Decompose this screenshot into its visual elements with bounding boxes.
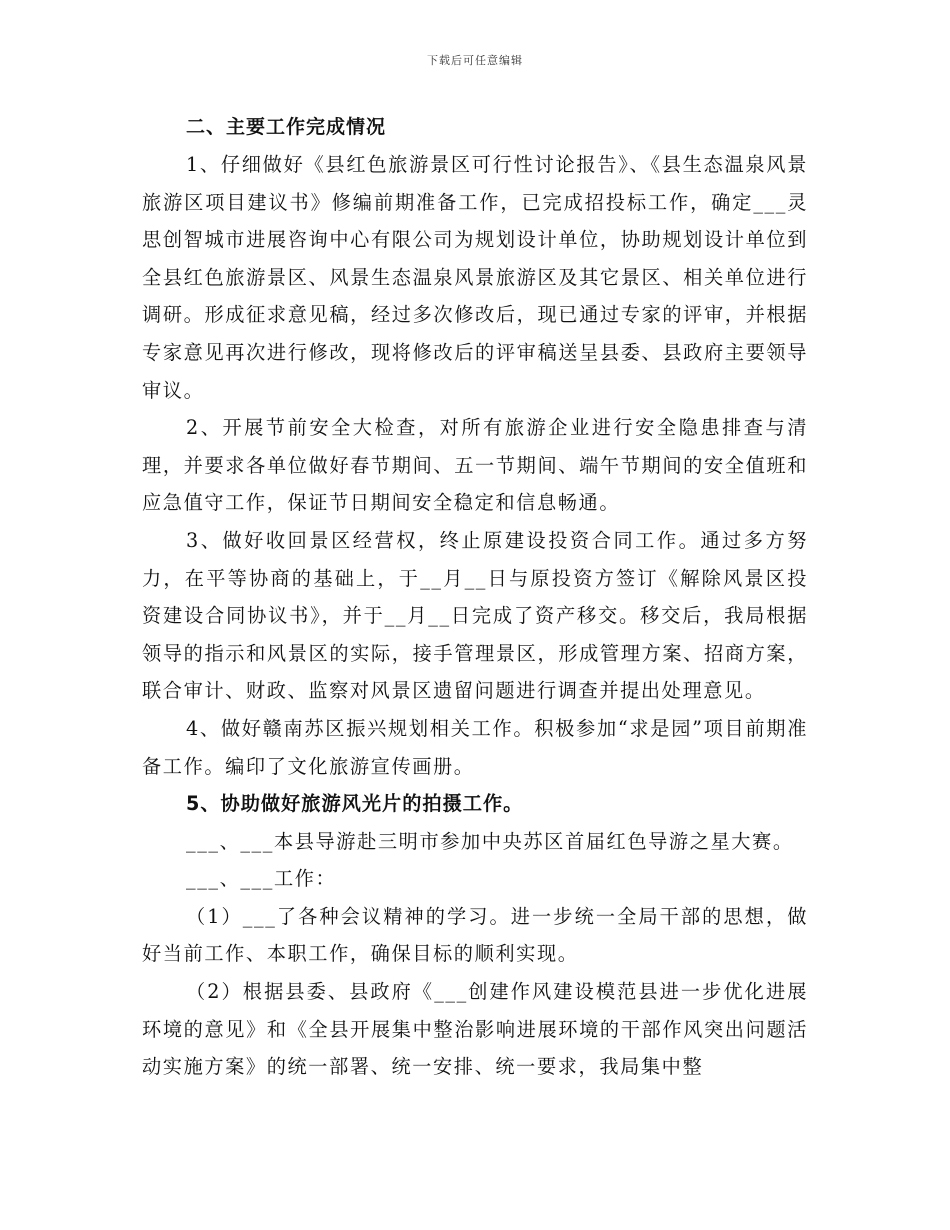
paragraph-3: 3、做好收回景区经营权，终止原建设投资合同工作。通过多方努力，在平等协商的基础上，于__月__日与原投资方签订《解除风景区投资建设合同协议书》，并于__月__日完成了资产移交。移交后，我局根据领导的指示和风景区的实际，接手管理景区，形成管理方案、招商方案，联合审计、财政、监察对风景区遗留问题进行调查并提出处理意见。 (142, 528, 808, 703)
paragraph-5-bold: 5、协助做好旅游风光片的拍摄工作。 (186, 792, 524, 816)
paragraph-6: ___、___本县导游赴三明市参加中央苏区首届红色导游之星大赛。 (186, 829, 794, 853)
paragraph-7: ___、___工作： (186, 867, 337, 891)
paragraph-1: 1、仔细做好《县红色旅游景区可行性讨论报告》、《县生态温泉风景旅游区项目建议书》修编前期准备工作，已完成招投标工作，确定___灵思创智城市进展咨询中心有限公司为规划设计单位，协助规划设计单位到全县红色旅游景区、风景生态温泉风景旅游区及其它景区、相关单位进行调研。形成征求意见稿，经过多次修改后，现已通过专家的评审，并根据专家意见再次进行修改，现将修改后的评审稿送呈县委、县政府主要领导审议。 (142, 153, 808, 402)
paragraph-4: 4、做好赣南苏区振兴规划相关工作。积极参加“求是园”项目前期准备工作。编印了文化旅游宣传画册。 (142, 716, 808, 778)
paragraph-2: 2、开展节前安全大检查，对所有旅游企业进行安全隐患排查与清理，并要求各单位做好春节期间、五一节期间、端午节期间的安全值班和应急值守工作，保证节日期间安全稳定和信息畅通。 (142, 416, 808, 515)
section-heading: 二、主要工作完成情况 (186, 116, 387, 138)
page-header-watermark: 下载后可任意编辑 (427, 54, 523, 67)
paragraph-9: （2）根据县委、县政府《___创建作风建设模范县进一步优化进展环境的意见》和《全县开展集中整治影响进展环境的干部作风突出问题活动实施方案》的统一部署、统一安排、统一要求，我局集中整 (142, 980, 808, 1079)
paragraph-8: （1）___了各种会议精神的学习。进一步统一全局干部的思想，做好当前工作、本职工作，确保目标的顺利实现。 (142, 904, 808, 966)
document-body (142, 108, 808, 1086)
